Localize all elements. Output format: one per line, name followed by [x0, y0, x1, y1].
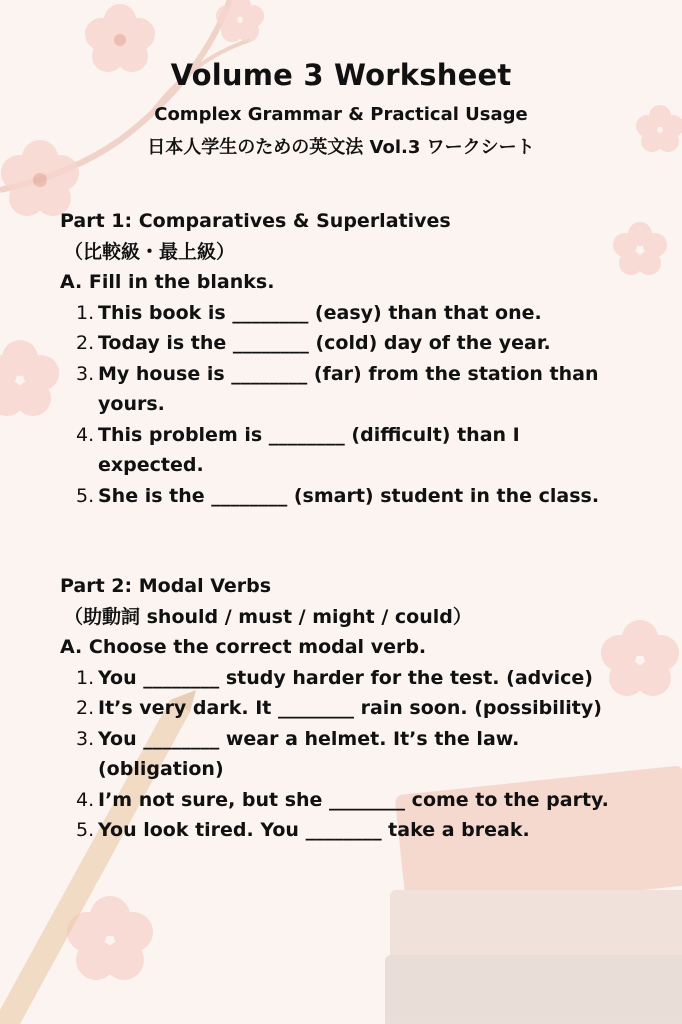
item-number: 2. — [76, 697, 95, 719]
item-text: You ________ wear a helmet. It’s the law. (obligation) — [98, 727, 520, 780]
item-number: 1. — [76, 301, 95, 324]
item-number: 4. — [76, 788, 95, 811]
list-item — [60, 815, 628, 846]
item-text: She is the ________ (smart) student in the class. — [98, 484, 600, 507]
list-item — [60, 359, 628, 420]
item-text: You ________ study harder for the test. (advice) — [98, 666, 593, 689]
item-text: My house is ________ (far) from the station than yours. — [98, 362, 599, 415]
item-text: It’s very dark. It ________ rain soon. (possibility) — [98, 697, 602, 719]
part2-heading-jp: （助動詞 should / must / might / could） — [64, 605, 472, 628]
item-number: 3. — [76, 727, 95, 750]
item-text: This book is ________ (easy) than that one. — [98, 301, 542, 324]
list-item — [60, 298, 628, 329]
subtitle-english: Complex Grammar & Practical Usage — [154, 104, 528, 125]
item-number: 4. — [76, 423, 95, 446]
part2-heading: Part 2: Modal Verbs — [60, 575, 272, 597]
list-item — [60, 724, 628, 785]
page-title: Volume 3 Worksheet — [170, 58, 512, 92]
part1-list — [60, 298, 660, 512]
list-item — [60, 693, 628, 724]
part1-section — [60, 206, 660, 511]
list-item — [60, 785, 628, 816]
part1-instruction: A. Fill in the blanks. — [60, 271, 275, 293]
item-text: I’m not sure, but she ________ come to the party. — [98, 788, 609, 811]
part2-section — [60, 571, 660, 846]
list-item — [60, 420, 628, 481]
item-number: 3. — [76, 362, 95, 385]
item-text: Today is the ________ (cold) day of the year. — [98, 332, 551, 354]
list-item — [60, 481, 628, 512]
item-number: 5. — [76, 484, 95, 507]
part1-heading: Part 1: Comparatives & Superlatives — [60, 210, 451, 232]
item-number: 1. — [76, 666, 95, 689]
item-number: 2. — [76, 332, 95, 354]
item-text: You look tired. You ________ take a break. — [98, 819, 530, 841]
item-text: This problem is ________ (difficult) than I expected. — [98, 423, 520, 476]
list-item — [60, 663, 628, 694]
list-item — [60, 328, 628, 359]
item-number: 5. — [76, 819, 95, 841]
part2-list — [60, 663, 660, 846]
subtitle-japanese: 日本人学生のための英文法 Vol.3 ワークシート — [147, 137, 535, 158]
part1-heading-jp: （比較級・最上級） — [64, 240, 236, 263]
part2-instruction: A. Choose the correct modal verb. — [60, 636, 427, 658]
